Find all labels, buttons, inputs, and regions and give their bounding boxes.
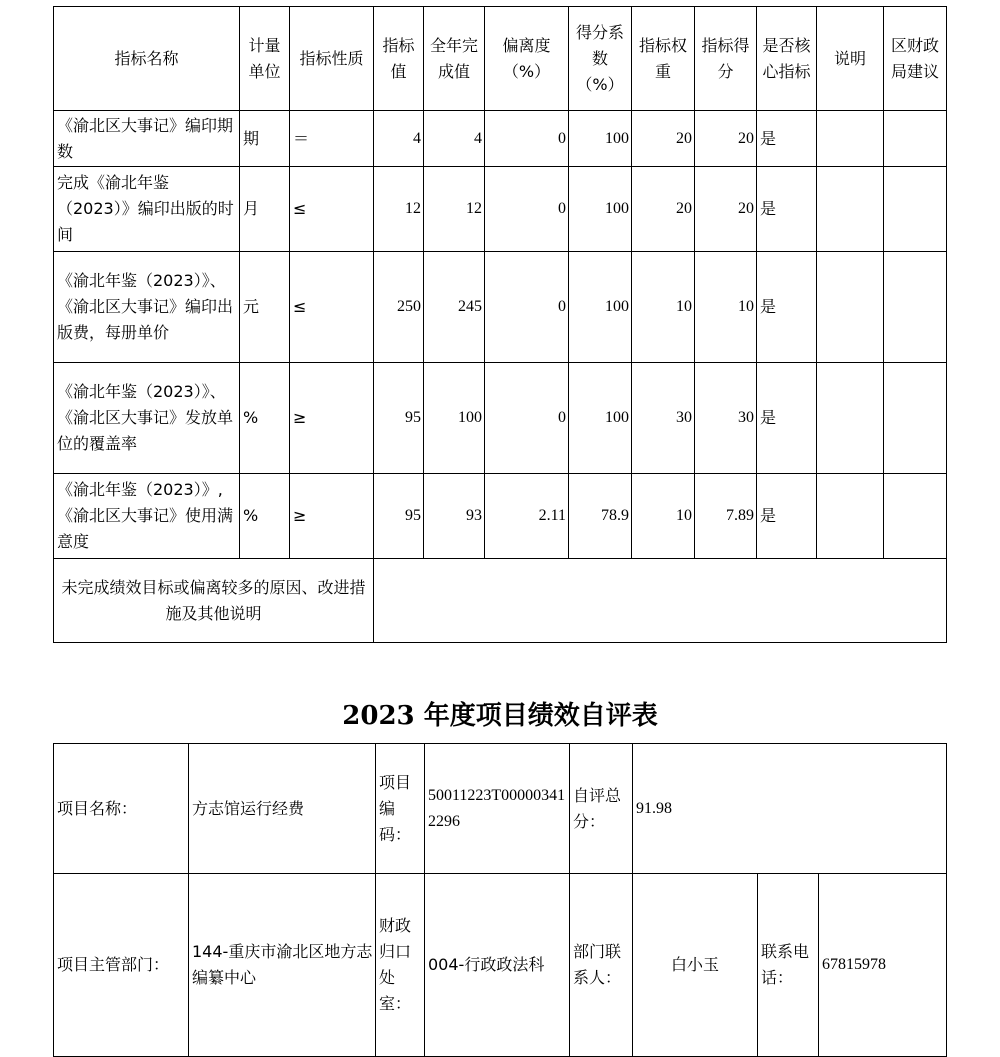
indicator-value: 95 <box>374 474 424 559</box>
header-done: 全年完 成值 <box>424 7 485 111</box>
dept: 144-重庆市渝北区地方志编纂中心 <box>189 874 376 1057</box>
self-score: 91.98 <box>633 744 947 874</box>
header-coef: 得分系 数 （%） <box>569 7 632 111</box>
indicator-name: 《渝北年鉴（2023）》、《渝北区大事记》发放单位的覆盖率 <box>54 363 240 474</box>
indicator-score: 7.89 <box>695 474 757 559</box>
indicator-score: 30 <box>695 363 757 474</box>
indicator-name: 《渝北区大事记》编印期数 <box>54 111 240 167</box>
indicator-nature: ≤ <box>290 167 374 252</box>
indicator-header-row <box>54 7 947 111</box>
remarks-label: 未完成绩效目标或偏离较多的原因、改进措施及其他说明 <box>54 559 374 643</box>
indicator-value: 95 <box>374 363 424 474</box>
indicator-deviation: 0 <box>485 167 569 252</box>
indicator-value: 12 <box>374 167 424 252</box>
indicator-done: 100 <box>424 363 485 474</box>
header-unit: 计量 单位 <box>240 7 290 111</box>
indicator-deviation: 0 <box>485 111 569 167</box>
indicator-deviation: 2.11 <box>485 474 569 559</box>
indicator-score: 10 <box>695 252 757 363</box>
indicator-coef: 78.9 <box>569 474 632 559</box>
project-code: 50011223T000003412296 <box>425 744 570 874</box>
indicator-value: 250 <box>374 252 424 363</box>
indicator-core: 是 <box>757 363 817 474</box>
indicator-weight: 10 <box>632 252 695 363</box>
header-deviation: 偏离度 （%） <box>485 7 569 111</box>
project-name-label: 项目名称： <box>54 744 189 874</box>
indicator-note <box>817 363 884 474</box>
indicator-deviation: 0 <box>485 363 569 474</box>
header-name: 指标名称 <box>54 7 240 111</box>
indicator-table <box>53 6 947 643</box>
header-advice: 区财政 局建议 <box>884 7 947 111</box>
indicator-row <box>54 474 947 559</box>
indicator-done: 4 <box>424 111 485 167</box>
indicator-weight: 20 <box>632 167 695 252</box>
header-nature: 指标性质 <box>290 7 374 111</box>
indicator-coef: 100 <box>569 167 632 252</box>
phone: 67815978 <box>819 874 947 1057</box>
header-weight: 指标权 重 <box>632 7 695 111</box>
indicator-core: 是 <box>757 474 817 559</box>
indicator-unit: % <box>240 474 290 559</box>
indicator-unit: % <box>240 363 290 474</box>
indicator-unit: 月 <box>240 167 290 252</box>
indicator-score: 20 <box>695 167 757 252</box>
finance-label: 财政归口处室： <box>376 874 425 1057</box>
indicator-unit: 元 <box>240 252 290 363</box>
header-note: 说明 <box>817 7 884 111</box>
project-name: 方志馆运行经费 <box>189 744 376 874</box>
contact: 白小玉 <box>633 874 758 1057</box>
header-value: 指标 值 <box>374 7 424 111</box>
indicator-note <box>817 167 884 252</box>
indicator-note <box>817 111 884 167</box>
phone-label: 联系电话： <box>758 874 819 1057</box>
indicator-row <box>54 252 947 363</box>
page-title: 2023 年度项目绩效自评表 <box>342 701 658 731</box>
indicator-weight: 10 <box>632 474 695 559</box>
indicator-advice <box>884 252 947 363</box>
indicator-nature: ≥ <box>290 474 374 559</box>
indicator-advice <box>884 111 947 167</box>
indicator-core: 是 <box>757 111 817 167</box>
header-score: 指标得 分 <box>695 7 757 111</box>
indicator-row <box>54 363 947 474</box>
indicator-coef: 100 <box>569 363 632 474</box>
project-row-2 <box>54 874 947 1057</box>
project-info-table <box>53 743 947 1057</box>
remarks-row <box>54 559 947 643</box>
indicator-done: 93 <box>424 474 485 559</box>
indicator-advice <box>884 474 947 559</box>
indicator-nature: ≤ <box>290 252 374 363</box>
indicator-row <box>54 167 947 252</box>
project-row-1 <box>54 744 947 874</box>
indicator-value: 4 <box>374 111 424 167</box>
indicator-name: 《渝北年鉴（2023）》,《渝北区大事记》使用满意度 <box>54 474 240 559</box>
remarks-value <box>374 559 947 643</box>
indicator-name: 《渝北年鉴（2023）》、《渝北区大事记》编印出版费，每册单价 <box>54 252 240 363</box>
indicator-unit: 期 <box>240 111 290 167</box>
indicator-nature: ＝ <box>290 111 374 167</box>
indicator-advice <box>884 167 947 252</box>
indicator-weight: 30 <box>632 363 695 474</box>
indicator-advice <box>884 363 947 474</box>
indicator-core: 是 <box>757 167 817 252</box>
indicator-row <box>54 111 947 167</box>
indicator-name: 完成《渝北年鉴（2023）》编印出版的时间 <box>54 167 240 252</box>
dept-label: 项目主管部门： <box>54 874 189 1057</box>
indicator-weight: 20 <box>632 111 695 167</box>
indicator-coef: 100 <box>569 252 632 363</box>
indicator-done: 245 <box>424 252 485 363</box>
indicator-note <box>817 252 884 363</box>
indicator-score: 20 <box>695 111 757 167</box>
self-score-label: 自评总分： <box>570 744 633 874</box>
finance: 004-行政政法科 <box>425 874 570 1057</box>
header-core: 是否核 心指标 <box>757 7 817 111</box>
indicator-note <box>817 474 884 559</box>
indicator-coef: 100 <box>569 111 632 167</box>
contact-label: 部门联系人： <box>570 874 633 1057</box>
indicator-deviation: 0 <box>485 252 569 363</box>
indicator-done: 12 <box>424 167 485 252</box>
indicator-nature: ≥ <box>290 363 374 474</box>
indicator-core: 是 <box>757 252 817 363</box>
project-code-label: 项目编码： <box>376 744 425 874</box>
